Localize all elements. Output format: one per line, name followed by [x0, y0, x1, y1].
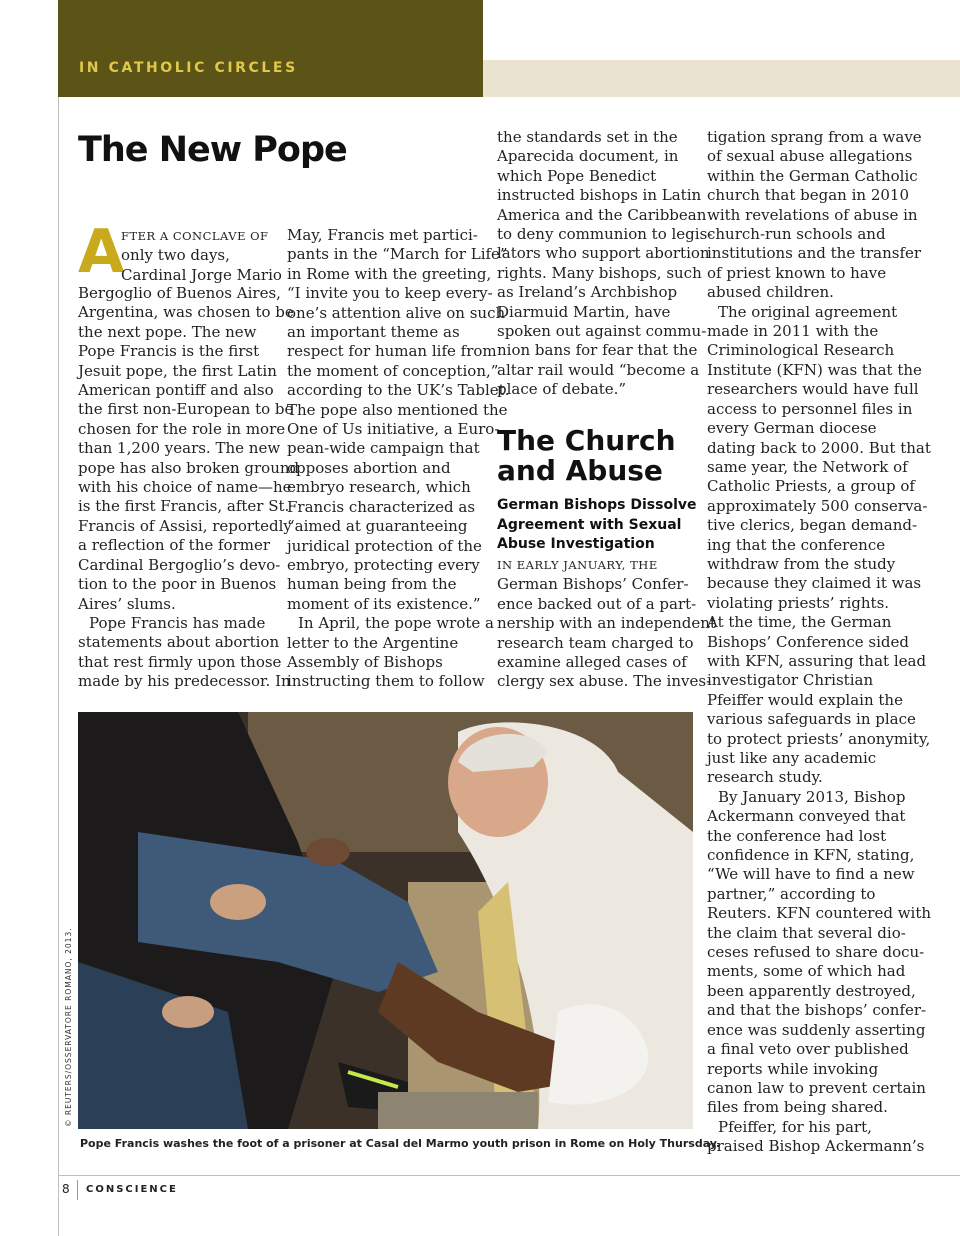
subhead-line: German Bishops Dissolve — [497, 497, 697, 513]
text-line: At the time, the German — [707, 613, 892, 632]
text-line: Assembly of Bishops — [287, 652, 443, 671]
text-line: partner,” according to — [707, 884, 876, 903]
text-line: Francis characterized as — [287, 497, 476, 516]
text-line: pope has also broken ground — [78, 458, 300, 477]
text-line: that rest firmly upon those — [78, 652, 282, 671]
article-title: The New Pope — [78, 130, 347, 170]
text-line: dating back to 2000. But that — [707, 438, 931, 457]
text-line: a reflection of the former — [78, 536, 271, 555]
text-line: Argentina, was chosen to be — [78, 303, 294, 322]
text-line: same year, the Network of — [707, 457, 908, 476]
lead-line — [121, 226, 282, 246]
text-line: examine alleged cases of — [497, 653, 687, 672]
header-strip — [483, 60, 960, 97]
text-line: with his choice of name—he — [78, 478, 292, 497]
text-line: abused children. — [707, 283, 834, 302]
text-line: “aimed at guaranteeing — [287, 517, 468, 536]
lead-smallcaps: IN EARLY JANUARY, THE — [497, 558, 658, 572]
text-line: because they claimed it was — [707, 574, 922, 593]
text-line: rights. Many bishops, such — [497, 263, 702, 282]
text-line: instructed bishops in Latin — [497, 186, 702, 205]
text-line: research team charged to — [497, 633, 694, 652]
text-line: researchers would have full — [707, 380, 919, 399]
text-line: according to the UK’s Tablet. — [287, 381, 510, 400]
text-line: Institute (KFN) was that the — [707, 360, 922, 379]
text-line: ments, some of which had — [707, 962, 906, 981]
text-line: nion bans for fear that the — [497, 341, 698, 360]
column-1 — [78, 284, 299, 692]
text-line: lators who support abortion — [497, 244, 710, 263]
text-line: embryo research, which — [287, 478, 471, 497]
text-line: institutions and the transfer — [707, 244, 922, 263]
text-line: human being from the — [287, 575, 457, 594]
drop-cap: A — [78, 217, 125, 287]
heading-line: and Abuse — [497, 454, 663, 487]
text-line: place of debate.” — [497, 380, 627, 399]
text-line: moment of its existence.” — [287, 594, 481, 613]
text-line: Jesuit pope, the first Latin — [78, 361, 277, 380]
text-line: Reuters. KFN countered with — [707, 904, 932, 923]
column-4 — [707, 128, 931, 1157]
text-line: with revelations of abuse in — [707, 205, 918, 224]
text-line: various safeguards in place — [707, 710, 916, 729]
text-line: withdraw from the study — [707, 554, 896, 573]
text-line: pean-wide campaign that — [287, 439, 480, 458]
text-line: America and the Caribbean — [497, 205, 707, 224]
section-subhead — [497, 496, 697, 555]
text-line: made in 2011 with the — [707, 322, 879, 341]
text-line: in Rome with the greeting, — [287, 264, 492, 283]
lead-smallcaps: FTER A CONCLAVE OF — [121, 229, 269, 243]
footer-rule — [58, 1175, 960, 1176]
text-line — [287, 614, 509, 633]
photo — [78, 712, 693, 1129]
text-line: an important theme as — [287, 323, 460, 342]
text-line: American pontiff and also — [78, 381, 274, 400]
text-line: Bergoglio of Buenos Aires, — [78, 284, 281, 302]
text-line: of sexual abuse allegations — [707, 147, 913, 166]
text-line: “I invite you to keep every- — [287, 284, 493, 303]
text-line: investigator Christian — [707, 671, 874, 690]
text-line — [707, 1118, 931, 1137]
text-line: within the German Catholic — [707, 166, 918, 185]
text-line: tigation sprang from a wave — [707, 128, 922, 146]
text-line: one’s attention alive on such — [287, 303, 506, 322]
text-line: ing that the conference — [707, 535, 886, 554]
lead-line: only two days, — [121, 246, 230, 265]
text-line: church that began in 2010 — [707, 186, 910, 205]
text-line — [707, 303, 931, 322]
lead-line: Cardinal Jorge Mario — [121, 265, 282, 284]
text-line: pants in the “March for Life” — [287, 245, 508, 264]
text-line: ceses refused to share docu- — [707, 943, 925, 962]
text-line: letter to the Argentine — [287, 633, 459, 652]
text-line: Catholic Priests, a group of — [707, 477, 915, 496]
text-line: approximately 500 conserva- — [707, 496, 928, 515]
text-line: juridical protection of the — [287, 536, 482, 555]
text-line: ence was suddenly asserting — [707, 1020, 926, 1039]
text-line: access to personnel files in — [707, 399, 913, 418]
text-line: ence backed out of a part- — [497, 594, 697, 613]
text-line: a final veto over published — [707, 1040, 909, 1059]
text-line: Bishops’ Conference sided — [707, 632, 909, 651]
text-line: statements about abortion — [78, 633, 280, 652]
text-line: May, Francis met partici- — [287, 226, 478, 244]
text-line — [78, 614, 299, 633]
subhead-line: Abuse Investigation — [497, 536, 655, 552]
text-line: German Bishops’ Confer- — [497, 575, 689, 594]
text-line: to protect priests’ anonymity, — [707, 729, 931, 748]
column-3 — [497, 128, 712, 400]
text-line: church-run schools and — [707, 225, 886, 244]
text-line: Pope Francis is the first — [78, 342, 260, 361]
text-line: Criminological Research — [707, 341, 895, 360]
text-line: opposes abortion and — [287, 458, 451, 477]
text-line: chosen for the role in more — [78, 419, 286, 438]
text-segment: By January 2013, Bishop — [718, 787, 906, 806]
text-line: the first non-European to be — [78, 400, 294, 419]
text-line: “We will have to find a new — [707, 865, 915, 884]
text-line: praised Bishop Ackermann’s — [707, 1137, 925, 1156]
section-heading — [497, 426, 676, 486]
text-line: the conference had lost — [707, 826, 887, 845]
text-segment: The original agreement — [718, 302, 898, 321]
text-line: One of Us initiative, a Euro- — [287, 420, 500, 439]
text-line: the standards set in the — [497, 128, 678, 146]
text-line: and that the bishops’ confer- — [707, 1001, 927, 1020]
text-segment: Pope Francis has made — [89, 613, 266, 632]
text-line: tive clerics, began demand- — [707, 516, 918, 535]
page-number: 8 — [62, 1182, 70, 1196]
text-line: nership with an independent — [497, 614, 716, 633]
text-line: the claim that several dio- — [707, 923, 906, 942]
text-line: of priest known to have — [707, 263, 887, 282]
text-line — [497, 555, 716, 575]
text-line: Ackermann conveyed that — [707, 807, 906, 826]
section-label: IN CATHOLIC CIRCLES — [79, 60, 298, 76]
text-line — [707, 788, 931, 807]
text-line: to deny communion to legis- — [497, 225, 713, 244]
column-2 — [287, 226, 509, 692]
text-line: the next pope. The new — [78, 322, 257, 341]
text-line: canon law to prevent certain — [707, 1078, 926, 1097]
text-line: files from being shared. — [707, 1098, 888, 1117]
text-line: reports while invoking — [707, 1059, 879, 1078]
text-line: research study. — [707, 768, 823, 787]
text-line: the moment of conception,” — [287, 361, 499, 380]
footer-separator — [77, 1180, 78, 1200]
text-line: is the first Francis, after St. — [78, 497, 290, 516]
column-3-continued — [497, 555, 716, 692]
text-line: Aparecida document, in — [497, 147, 679, 166]
photo-caption: Pope Francis washes the foot of a prisoner at Casal del Marmo youth prison in Rome on Holy Thursday. — [80, 1137, 721, 1150]
text-line: altar rail would “become a — [497, 360, 700, 379]
text-line: Aires’ slums. — [78, 594, 176, 613]
text-line: violating priests’ rights. — [707, 593, 890, 612]
text-line: just like any academic — [707, 749, 877, 767]
text-line: as Ireland’s Archbishop — [497, 283, 678, 302]
text-line: embryo, protecting every — [287, 555, 480, 574]
text-line: The pope also mentioned the — [287, 400, 508, 419]
text-line: tion to the poor in Buenos — [78, 575, 277, 594]
text-line: confidence in KFN, stating, — [707, 846, 915, 865]
text-line: with KFN, assuring that lead — [707, 651, 927, 670]
text-line: Pfeiffer would explain the — [707, 690, 903, 709]
photo-illustration — [78, 712, 693, 1129]
text-line: instructing them to follow — [287, 672, 485, 691]
subhead-line: Agreement with Sexual — [497, 516, 682, 533]
publication-name: CONSCIENCE — [86, 1184, 178, 1195]
header-band — [58, 0, 483, 97]
text-line: Francis of Assisi, reportedly — [78, 516, 292, 535]
heading-line: The Church — [497, 424, 676, 457]
text-line: which Pope Benedict — [497, 166, 657, 185]
lead-lines — [121, 226, 282, 285]
text-line: Diarmuid Martin, have — [497, 302, 671, 321]
text-line: Cardinal Bergoglio’s devo- — [78, 555, 281, 574]
text-line: spoken out against commu- — [497, 322, 707, 341]
text-line: respect for human life from — [287, 342, 497, 361]
text-segment: In April, the pope wrote a — [298, 614, 494, 633]
text-line: than 1,200 years. The new — [78, 439, 281, 458]
photo-credit: © REUTERS/OSSERVATORE ROMANO, 2013. — [64, 927, 73, 1127]
text-line: been apparently destroyed, — [707, 981, 916, 1000]
left-margin-rule — [58, 97, 59, 1236]
text-segment: Pfeiffer, for his part, — [718, 1117, 872, 1136]
text-line: made by his predecessor. In — [78, 672, 291, 691]
text-line: every German diocese — [707, 419, 877, 438]
text-line: clergy sex abuse. The inves- — [497, 672, 712, 691]
